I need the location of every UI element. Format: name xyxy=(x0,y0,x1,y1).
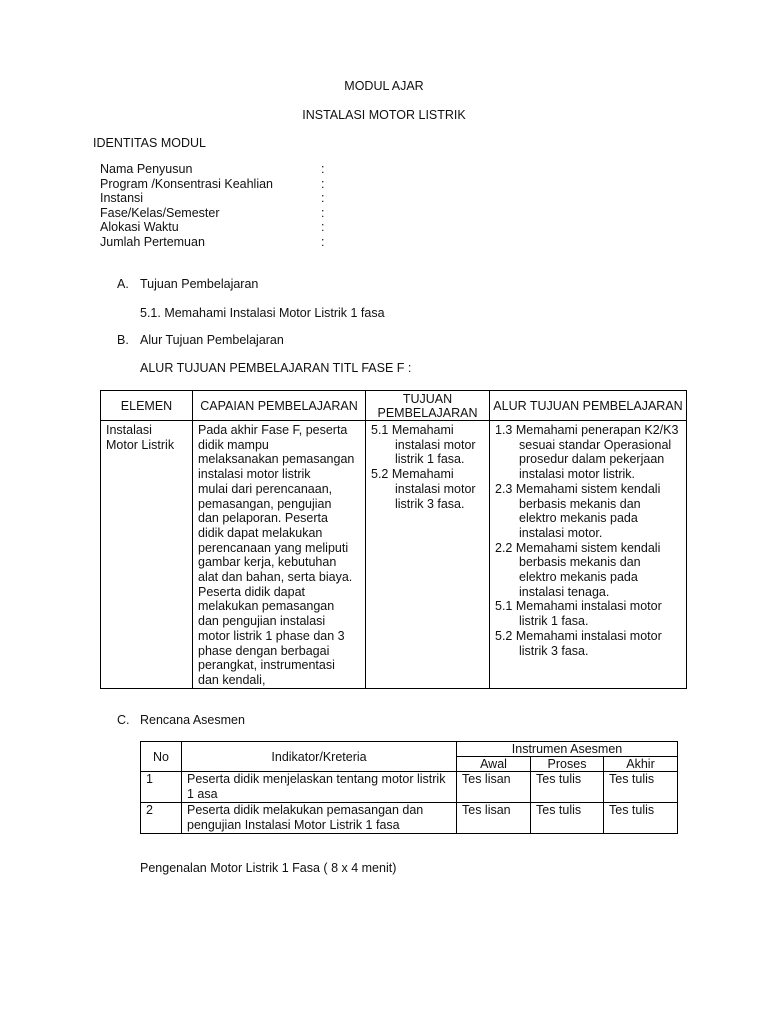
alur-table-header xyxy=(101,391,687,421)
field-separator: : xyxy=(321,206,325,220)
section-b-title: Alur Tujuan Pembelajaran xyxy=(140,333,284,347)
table-row xyxy=(141,772,678,803)
cell-proses: Tes tulis xyxy=(531,772,604,803)
cell-capaian xyxy=(193,421,366,689)
capaian-line: melakukan pemasangan xyxy=(198,599,335,614)
header-elemen: ELEMEN xyxy=(101,391,193,421)
elemen-line: Instalasi xyxy=(106,423,152,437)
cell-awal: Tes lisan xyxy=(457,772,531,803)
field-separator: : xyxy=(321,220,325,234)
alur-item: 1.3 Memahami penerapan K2/K3 sesuai standar Operasional prosedur dalam pekerjaan instalasi motor listrik. xyxy=(495,423,679,482)
header-tujuan: TUJUAN PEMBELAJARAN xyxy=(366,391,490,421)
alur-table-title: ALUR TUJUAN PEMBELAJARAN TITL FASE F : xyxy=(140,361,412,375)
asesmen-header-row xyxy=(141,742,678,757)
header-akhir: Akhir xyxy=(604,757,678,772)
capaian-line: didik mampu xyxy=(198,437,269,452)
field-label: Fase/Kelas/Semester xyxy=(100,206,220,220)
identitas-heading: IDENTITAS MODUL xyxy=(93,136,206,150)
cell-indikator: Peserta didik menjelaskan tentang motor listrik 1 asa xyxy=(182,772,457,803)
cell-awal: Tes lisan xyxy=(457,803,531,834)
header-alur: ALUR TUJUAN PEMBELAJARAN xyxy=(490,391,687,421)
capaian-line: dan kendali, xyxy=(198,672,266,687)
footer-text: Pengenalan Motor Listrik 1 Fasa ( 8 x 4 menit) xyxy=(140,861,397,875)
header-awal: Awal xyxy=(457,757,531,772)
capaian-line: pemasangan, pengujian xyxy=(198,496,332,511)
capaian-line: phase dengan berbagai xyxy=(198,643,330,658)
header-proses: Proses xyxy=(531,757,604,772)
capaian-line: dan pelaporan. Peserta xyxy=(198,511,328,526)
cell-no: 1 xyxy=(141,772,182,803)
document-subtitle: INSTALASI MOTOR LISTRIK xyxy=(302,108,466,122)
capaian-line: dan pengujian instalasi xyxy=(198,614,326,629)
field-label: Jumlah Pertemuan xyxy=(100,235,205,249)
asesmen-table xyxy=(140,741,678,834)
capaian-line: mulai dari perencanaan, xyxy=(198,481,333,496)
capaian-line: gambar kerja, kebutuhan xyxy=(198,555,337,570)
capaian-line: didik dapat melakukan xyxy=(198,525,323,540)
alur-item: 5.1 Memahami instalasi motor listrik 1 fasa. xyxy=(495,599,662,629)
alur-item: 2.2 Memahami sistem kendali berbasis mekanis dan elektro mekanis pada instalasi tenaga. xyxy=(495,540,661,599)
header-no: No xyxy=(141,742,182,772)
capaian-line: alat dan bahan, serta biaya. xyxy=(198,570,353,585)
cell-proses: Tes tulis xyxy=(531,803,604,834)
field-label: Instansi xyxy=(100,191,144,205)
cell-no: 2 xyxy=(141,803,182,834)
cell-akhir: Tes tulis xyxy=(604,803,678,834)
tujuan-item: 5.1 Memahami instalasi motor listrik 1 fasa. xyxy=(371,423,476,467)
alur-item: 5.2 Memahami instalasi motor listrik 3 fasa. xyxy=(495,628,662,658)
elemen-line: Motor Listrik xyxy=(106,437,175,452)
cell-elemen xyxy=(101,421,193,689)
field-separator: : xyxy=(321,235,325,249)
header-capaian: CAPAIAN PEMBELAJARAN xyxy=(193,391,366,421)
capaian-line: perencanaan yang meliputi xyxy=(198,540,349,555)
section-c-marker: C. xyxy=(117,713,130,727)
capaian-line: perangkat, instrumentasi xyxy=(198,658,335,673)
table-row xyxy=(141,803,678,834)
cell-alur xyxy=(490,421,687,689)
cell-indikator: Peserta didik melakukan pemasangan dan pengujian Instalasi Motor Listrik 1 fasa xyxy=(182,803,457,834)
field-label: Program /Konsentrasi Keahlian xyxy=(100,177,274,191)
alur-table xyxy=(100,390,687,689)
document-title: MODUL AJAR xyxy=(344,79,424,93)
cell-tujuan xyxy=(366,421,490,689)
field-separator: : xyxy=(321,191,325,205)
field-separator: : xyxy=(321,177,325,191)
section-c-title: Rencana Asesmen xyxy=(140,713,245,727)
alur-table-row xyxy=(101,421,687,689)
header-instrumen: Instrumen Asesmen xyxy=(457,742,678,757)
field-label: Nama Penyusun xyxy=(100,162,193,176)
capaian-line: instalasi motor listrik xyxy=(198,467,311,482)
capaian-line: motor listrik 1 phase dan 3 xyxy=(198,628,345,643)
tujuan-item: 5.2 Memahami instalasi motor listrik 3 fasa. xyxy=(371,467,476,511)
capaian-line: Peserta didik dapat xyxy=(198,584,306,599)
section-b-marker: B. xyxy=(117,333,129,347)
section-a-item: 5.1. Memahami Instalasi Motor Listrik 1 fasa xyxy=(140,306,385,320)
section-a-marker: A. xyxy=(117,277,129,291)
alur-item: 2.3 Memahami sistem kendali berbasis mekanis dan elektro mekanis pada instalasi motor. xyxy=(495,481,661,540)
field-separator: : xyxy=(321,162,325,176)
section-a-title: Tujuan Pembelajaran xyxy=(140,277,259,291)
capaian-line: Pada akhir Fase F, peserta xyxy=(198,423,348,437)
field-label: Alokasi Waktu xyxy=(100,220,179,234)
capaian-line: melaksanakan pemasangan xyxy=(198,452,355,467)
header-indikator: Indikator/Kreteria xyxy=(182,742,457,772)
cell-akhir: Tes tulis xyxy=(604,772,678,803)
